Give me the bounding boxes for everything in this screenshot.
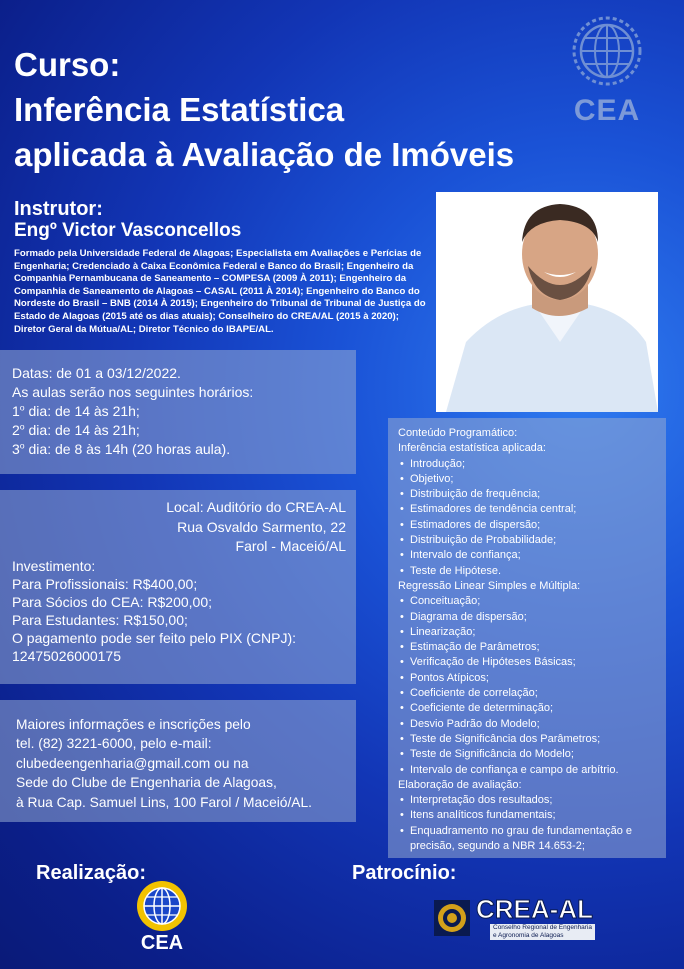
crea-name: CREA-AL xyxy=(476,894,593,924)
list-item: • Linearização; xyxy=(398,625,662,640)
list-item: • Teste de Significância do Modelo; xyxy=(398,747,662,762)
crea-logo xyxy=(434,894,634,942)
instructor-name: Engº Victor Vasconcellos xyxy=(14,220,242,241)
schedule xyxy=(12,364,253,459)
instructor-bio: Formado pela Universidade Federal de Alagoas; Especialista em Avaliações e Perícias de Engenharia; Credenciado à Caixa Econômica Federal e Banco do Brasil; Engenheiro da Companhia Pernambucana de Saneamento – COMPESA (2009 À 2011); Engenheiro da Companhia de Saneamento de Alagoas – CASAL (2011 À 2014); Engenheiro do Banco do Nordeste do Brasil – BNB (2014 À 2015); Engenheiro do Tribunal de Tribunal de Justiça do Estado de Alagoas (2015 até os dias atuais); Conselheiro do CREA/AL (2015 à 2020); Diretor Geral da Mútua/AL; Diretor Técnico do IBAPE/AL. xyxy=(14,248,426,335)
investment xyxy=(12,557,352,665)
info-line-1: Maiores informações e inscrições pelo xyxy=(16,717,251,732)
list-item: • Coeficiente de correlação; xyxy=(398,686,662,701)
list-item: • Interpretação dos resultados; xyxy=(398,793,662,808)
instructor-photo xyxy=(436,192,658,412)
schedule-day-1: 1$^o$ dia: de 14 às 21h; xyxy=(12,402,140,419)
list-item: • Conceituação; xyxy=(398,594,662,609)
program-content xyxy=(398,426,662,854)
price-professionals: Para Profissionais: R$400,00; xyxy=(12,576,198,592)
program-header: Conteúdo Programático: xyxy=(398,427,518,439)
contact-info xyxy=(16,715,352,812)
instructor-label: Instrutor: xyxy=(14,198,103,220)
program-section-3: Elaboração de avaliação: xyxy=(398,778,522,791)
seal-icon xyxy=(434,900,470,936)
cea-logo-top xyxy=(566,16,646,130)
location-line-2: Rua Osvaldo Sarmento, 22 xyxy=(177,518,346,535)
title-line-3: aplicada à Avaliação de Imóveis xyxy=(14,136,515,173)
cnpj: 12475026000175 xyxy=(12,648,122,664)
schedule-day-2: 2$^o$ dia: de 14 às 21h; xyxy=(12,421,140,438)
list-item: • Teste de Significância dos Parâmetros; xyxy=(398,732,662,747)
investment-label: Investimento: xyxy=(12,558,96,574)
program-section-2: Regressão Linear Simples e Múltipla: xyxy=(398,579,581,592)
list-item: • Pontos Atípicos; xyxy=(398,671,662,686)
person-icon xyxy=(436,192,658,412)
schedule-dates: Datas: de 01 a 03/12/2022. xyxy=(12,365,181,381)
price-members: Para Sócios do CEA: R$200,00; xyxy=(12,594,213,610)
page-title xyxy=(14,42,614,177)
list-item: • Estimadores de dispersão; xyxy=(398,518,662,533)
crea-subtitle: Conselho Regional de Engenharia e Agronomia de Alagoas xyxy=(490,924,595,940)
list-item: • Verificação de Hipóteses Básicas; xyxy=(398,655,662,670)
info-line-2: tel. (82) 3221-6000, pelo e-mail: xyxy=(16,736,212,752)
payment-info: O pagamento pode ser feito pelo PIX (CNPJ): xyxy=(12,630,297,646)
list-item: • Desvio Padrão do Modelo; xyxy=(398,717,662,732)
list-item: • Distribuição de frequência; xyxy=(398,487,662,502)
globe-icon xyxy=(136,880,188,932)
title-line-1: Curso: xyxy=(14,46,121,83)
list-item: • Objetivo; xyxy=(398,472,662,487)
globe-icon xyxy=(572,16,642,86)
title-line-2: Inferência Estatística xyxy=(14,91,345,128)
cea-logo-top-text: CEA xyxy=(573,94,641,127)
list-item: • Teste de Hipótese. xyxy=(398,564,662,579)
list-item: • Introdução; xyxy=(398,457,662,472)
location xyxy=(14,498,346,557)
patrocinio-label: Patrocínio: xyxy=(352,862,457,884)
list-item: • Estimadores de tendência central; xyxy=(398,502,662,517)
location-line-3: Farol - Maceió/AL xyxy=(235,538,346,554)
list-item: • Distribuição de Probabilidade; xyxy=(398,533,662,548)
realizacao-label: Realização: xyxy=(36,862,147,884)
list-item: • Diagrama de dispersão; xyxy=(398,610,662,625)
schedule-day-3: 3$^o$ dia: de 8 às 14h (20 horas aula). xyxy=(12,440,231,457)
list-item: • Intervalo de confiança; xyxy=(398,548,662,563)
cea-logo-bottom xyxy=(132,880,192,960)
info-line-4: Sede do Clube de Engenharia de Alagoas, xyxy=(16,775,277,791)
cea-logo-bottom-text: CEA xyxy=(140,932,184,954)
list-item: • Coeficiente de determinação; xyxy=(398,701,662,716)
program-section-1: Inferência estatística aplicada: xyxy=(398,442,546,455)
location-line-1: Local: Auditório do CREA-AL xyxy=(166,499,346,515)
info-address: à Rua Cap. Samuel Lins, 100 Farol / Maceió/AL. xyxy=(16,794,313,810)
list-item: • Enquadramento no grau de fundamentação e precisão, segundo a NBR 14.653-2; xyxy=(398,824,662,855)
list-item: • Intervalo de confiança e campo de arbítrio. xyxy=(398,763,662,778)
price-students: Para Estudantes: R$150,00; xyxy=(12,612,188,628)
info-email: clubedeengenharia@gmail.com ou na xyxy=(16,755,249,771)
list-item: • Estimação de Parâmetros; xyxy=(398,640,662,655)
schedule-intro: As aulas serão nos seguintes horários: xyxy=(12,384,254,400)
list-item: • Itens analíticos fundamentais; xyxy=(398,808,662,823)
